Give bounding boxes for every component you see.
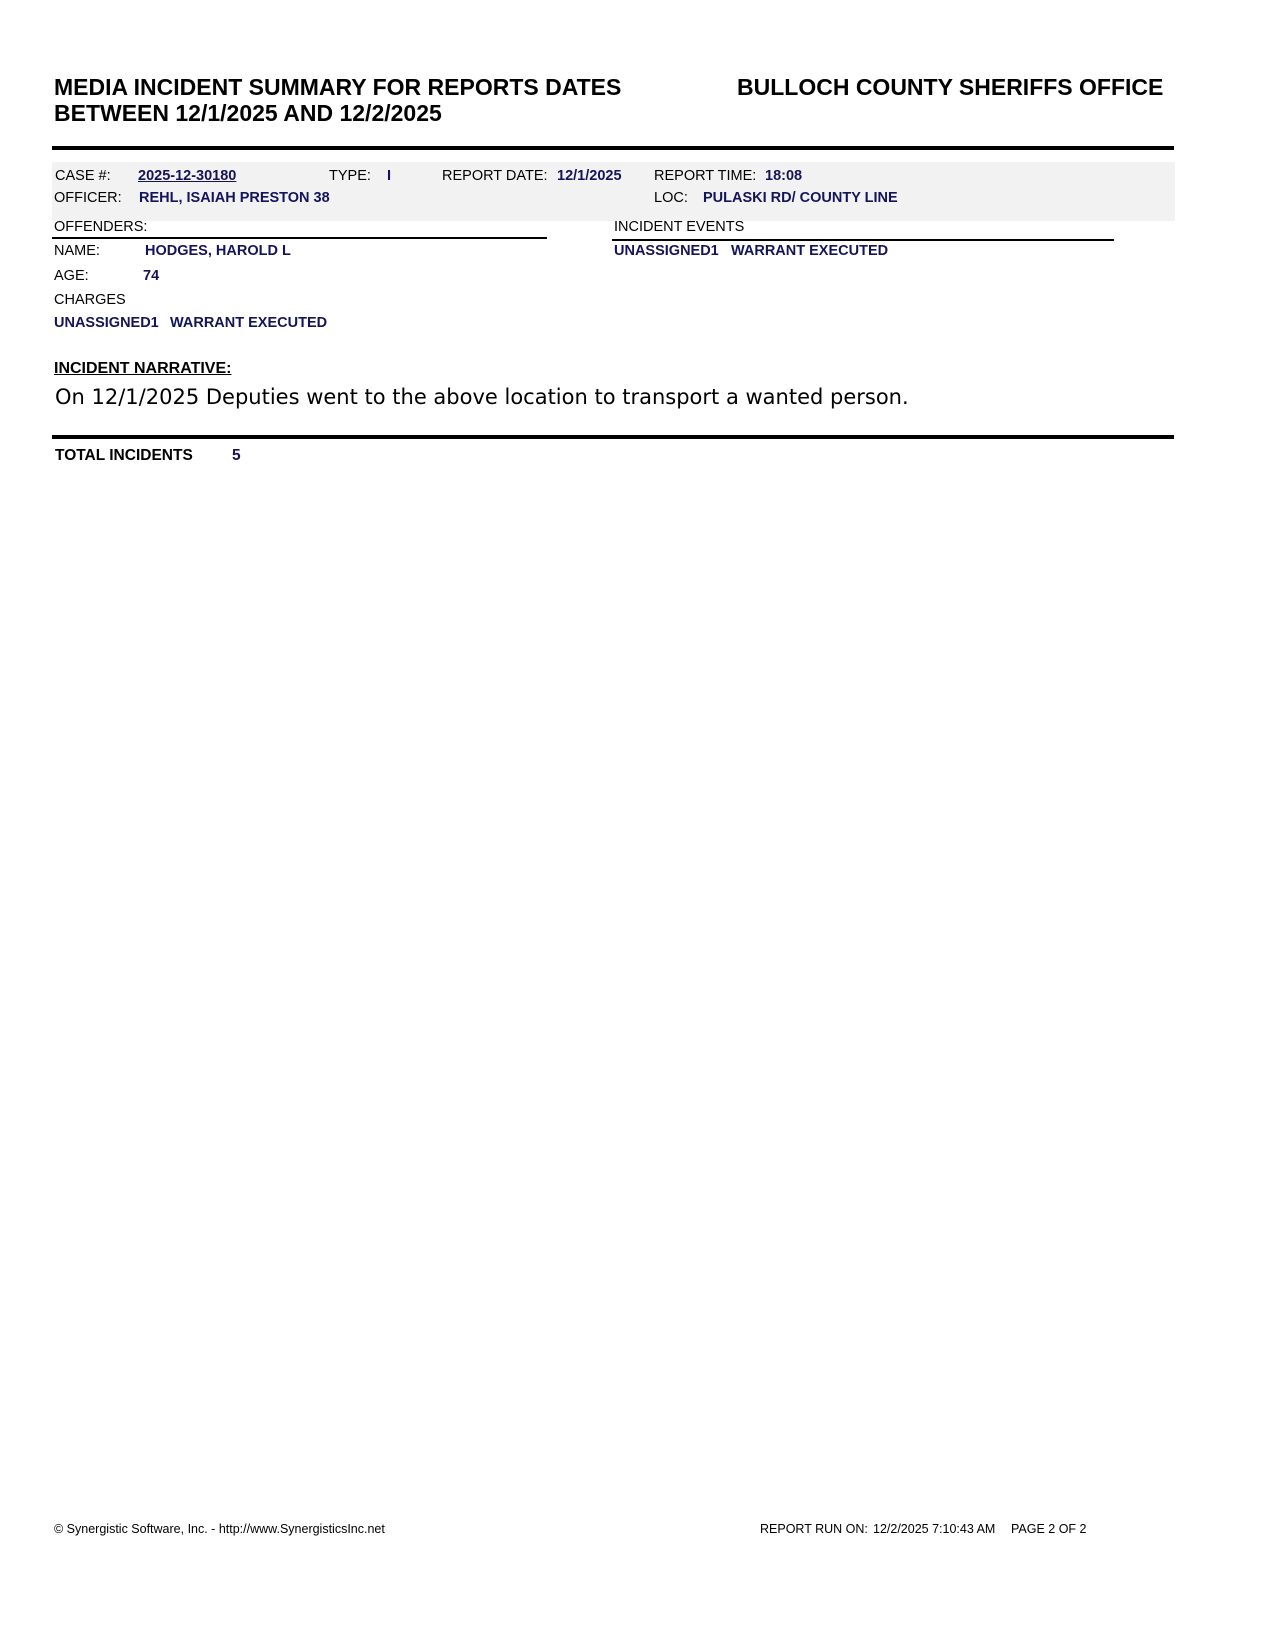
charge-description: WARRANT EXECUTED	[170, 315, 328, 331]
narrative-text: On 12/1/2025 Deputies went to the above location to transport a wanted person.	[55, 385, 909, 409]
offender-age-value: 74	[143, 268, 160, 284]
type-value: I	[387, 168, 392, 184]
offenders-divider	[52, 237, 547, 239]
charges-label: CHARGES	[54, 292, 126, 308]
officer-label: OFFICER:	[54, 190, 122, 206]
total-incidents-label: TOTAL INCIDENTS	[55, 447, 193, 464]
location-value: PULASKI RD/ COUNTY LINE	[703, 190, 898, 206]
incident-events-heading: INCIDENT EVENTS	[614, 219, 745, 235]
location-label: LOC:	[654, 190, 688, 206]
report-time-label: REPORT TIME:	[654, 168, 757, 184]
report-run-value: 12/2/2025 7:10:43 AM	[873, 1522, 996, 1536]
incident-events-divider	[612, 239, 1114, 241]
total-incidents-value: 5	[232, 447, 241, 464]
event-code: UNASSIGNED1	[614, 243, 719, 259]
event-description: WARRANT EXECUTED	[731, 243, 889, 259]
offenders-heading: OFFENDERS:	[54, 219, 148, 235]
offender-name-value: HODGES, HAROLD L	[145, 243, 291, 259]
offender-name-label: NAME:	[54, 243, 100, 259]
charge-code: UNASSIGNED1	[54, 315, 159, 331]
report-date-value: 12/1/2025	[557, 168, 622, 184]
report-time-value: 18:08	[765, 168, 803, 184]
report-run-label: REPORT RUN ON:	[760, 1522, 868, 1536]
offender-age-label: AGE:	[54, 268, 89, 284]
case-number-label: CASE #:	[55, 168, 111, 184]
agency-name: BULLOCH COUNTY SHERIFFS OFFICE	[737, 74, 1164, 100]
report-title-line2: BETWEEN 12/1/2025 AND 12/2/2025	[54, 100, 442, 126]
case-number-link[interactable]: 2025-12-30180	[138, 168, 237, 184]
report-date-label: REPORT DATE:	[442, 168, 548, 184]
report-title-line1: MEDIA INCIDENT SUMMARY FOR REPORTS DATES	[54, 74, 622, 100]
narrative-heading: INCIDENT NARRATIVE:	[54, 360, 232, 377]
officer-value: REHL, ISAIAH PRESTON 38	[139, 190, 330, 206]
narrative-divider	[52, 435, 1174, 439]
footer-copyright: © Synergistic Software, Inc. - http://www.SynergisticsInc.net	[54, 1522, 385, 1536]
type-label: TYPE:	[329, 168, 371, 184]
header-divider	[52, 146, 1174, 150]
page-number: PAGE 2 OF 2	[1011, 1522, 1087, 1536]
